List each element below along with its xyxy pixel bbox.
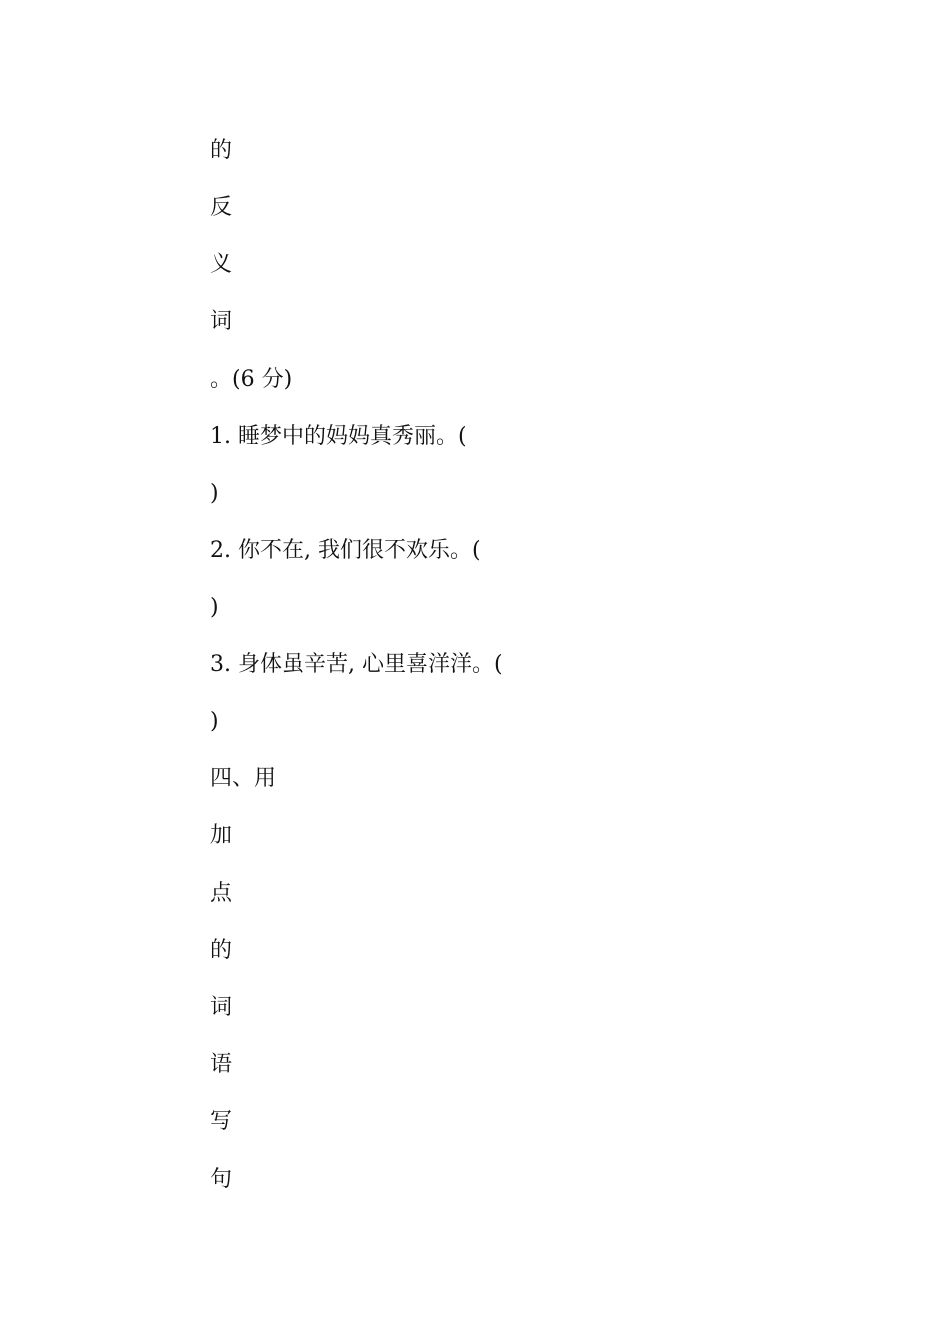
text-line: 语	[210, 1052, 233, 1077]
text-line: 加	[210, 823, 233, 848]
text-line: 的	[210, 938, 233, 963]
question-3: 3. 身体虽辛苦, 心里喜洋洋。(	[210, 652, 503, 677]
section-heading: 四、用	[210, 766, 277, 791]
question-1: 1. 睡梦中的妈妈真秀丽。(	[210, 424, 467, 449]
answer-blank-close: )	[210, 481, 219, 506]
text-line: 点	[210, 881, 233, 906]
text-line: 词	[210, 995, 233, 1020]
text-line: 。(6 分)	[210, 367, 293, 392]
answer-blank-close: )	[210, 595, 219, 620]
question-2: 2. 你不在, 我们很不欢乐。(	[210, 538, 481, 563]
text-line: 写	[210, 1109, 233, 1134]
text-line: 反	[210, 195, 233, 220]
text-line: 句	[210, 1167, 233, 1192]
text-line: 义	[210, 252, 233, 277]
text-line: 词	[210, 309, 233, 334]
text-line: 的	[210, 138, 233, 163]
answer-blank-close: )	[210, 709, 219, 734]
